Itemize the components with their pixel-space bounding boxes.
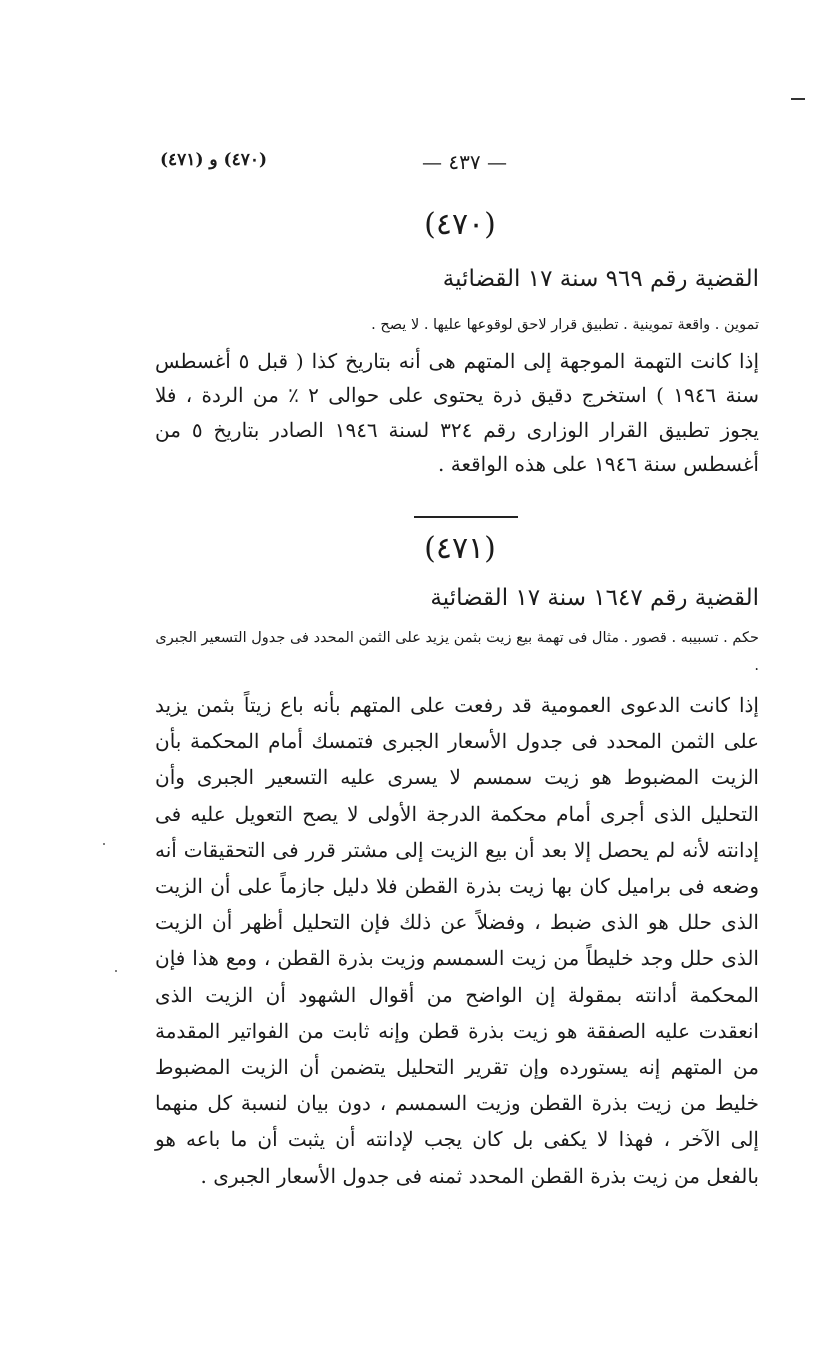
case-ruling-470 [155, 344, 759, 481]
running-head-cases: (٤٧٠) و (٤٧١) [160, 150, 268, 170]
stray-mark [115, 970, 117, 972]
case-number-470: (٤٧٠) [424, 207, 496, 242]
section-divider [414, 516, 518, 518]
page-number: — ٤٣٧ — [422, 150, 507, 174]
running-head [160, 150, 759, 180]
case-title-470: القضية رقم ٩٦٩ سنة ١٧ القضائية [442, 266, 759, 292]
case-keywords-470: تموين . واقعة تموينية . تطبيق قرار لاحق لوقوعها عليها . لا يصح . [371, 317, 759, 333]
case-number-471: (٤٧١) [424, 531, 496, 566]
case-ruling-471 [155, 687, 759, 1194]
case-ruling-text-471: إذا كانت الدعوى العمومية قد رفعت على المتهم بأنه باع زيتاً بثمن يزيد على الثمن المحدد فى جدول الأسعار الجبرى فتمسك أمام المحكمة بأن الزيت المضبوط هو زيت سمسم لا يسرى عليه التسعير الجبرى وأن التحليل الذى أجرى أمام محكمة الدرجة الأولى لا يصح التعويل عليه فى إدانته لأنه لم يحصل إلا بعد أن بيع الزيت إلى مشتر قرر فى التحقيقات أنه وضعه فى براميل كان بها زيت بذرة القطن فلا دليل جازماً على أن الزيت الذى حلل هو الذى ضبط ، وفضلاً عن ذلك فإن التحليل أظهر أن الزيت الذى حلل وجد خليطاً من زيت السمسم وزيت بذرة القطن ، ومع هذا فإن المحكمة أدانته بمقولة إن الواضح من أقوال الشهود أن الزيت الذى انعقدت عليه الصفقة هو زيت بذرة قطن وإنه ثابت من الفواتير المقدمة من المتهم إنه يستورده وإن تقرير التحليل يتضمن أن الزيت المضبوط خليط من زيت بذرة القطن وزيت السمسم ، دون بيان لنسبة كل منهما إلى الآخر ، فهذا لا يكفى بل كان يجب لإدانته أن يثبت أن ما باعه هو بالفعل من زيت بذرة القطن المحدد ثمنه فى جدول الأسعار الجبرى . [155, 693, 759, 1188]
case-ruling-text-470: إذا كانت التهمة الموجهة إلى المتهم هى أنه بتاريخ كذا ( قبل ٥ أغسطس سنة ١٩٤٦ ) استخرج دقيق ذرة يحتوى على حوالى ٢ ٪ من الردة ، فلا يجوز تطبيق القرار الوزارى رقم ٣٢٤ لسنة ١٩٤٦ الصادر بتاريخ ٥ من أغسطس سنة ١٩٤٦ على هذه الواقعة . [155, 349, 760, 476]
case-keywords-471: حكم . تسبيبه . قصور . مثال فى تهمة بيع زيت بثمن يزيد على الثمن المحدد فى جدول التسعير الجبرى . [155, 630, 759, 674]
case-title-471: القضية رقم ١٦٤٧ سنة ١٧ القضائية [430, 585, 759, 611]
stray-mark [103, 843, 105, 845]
edge-mark [791, 98, 805, 100]
